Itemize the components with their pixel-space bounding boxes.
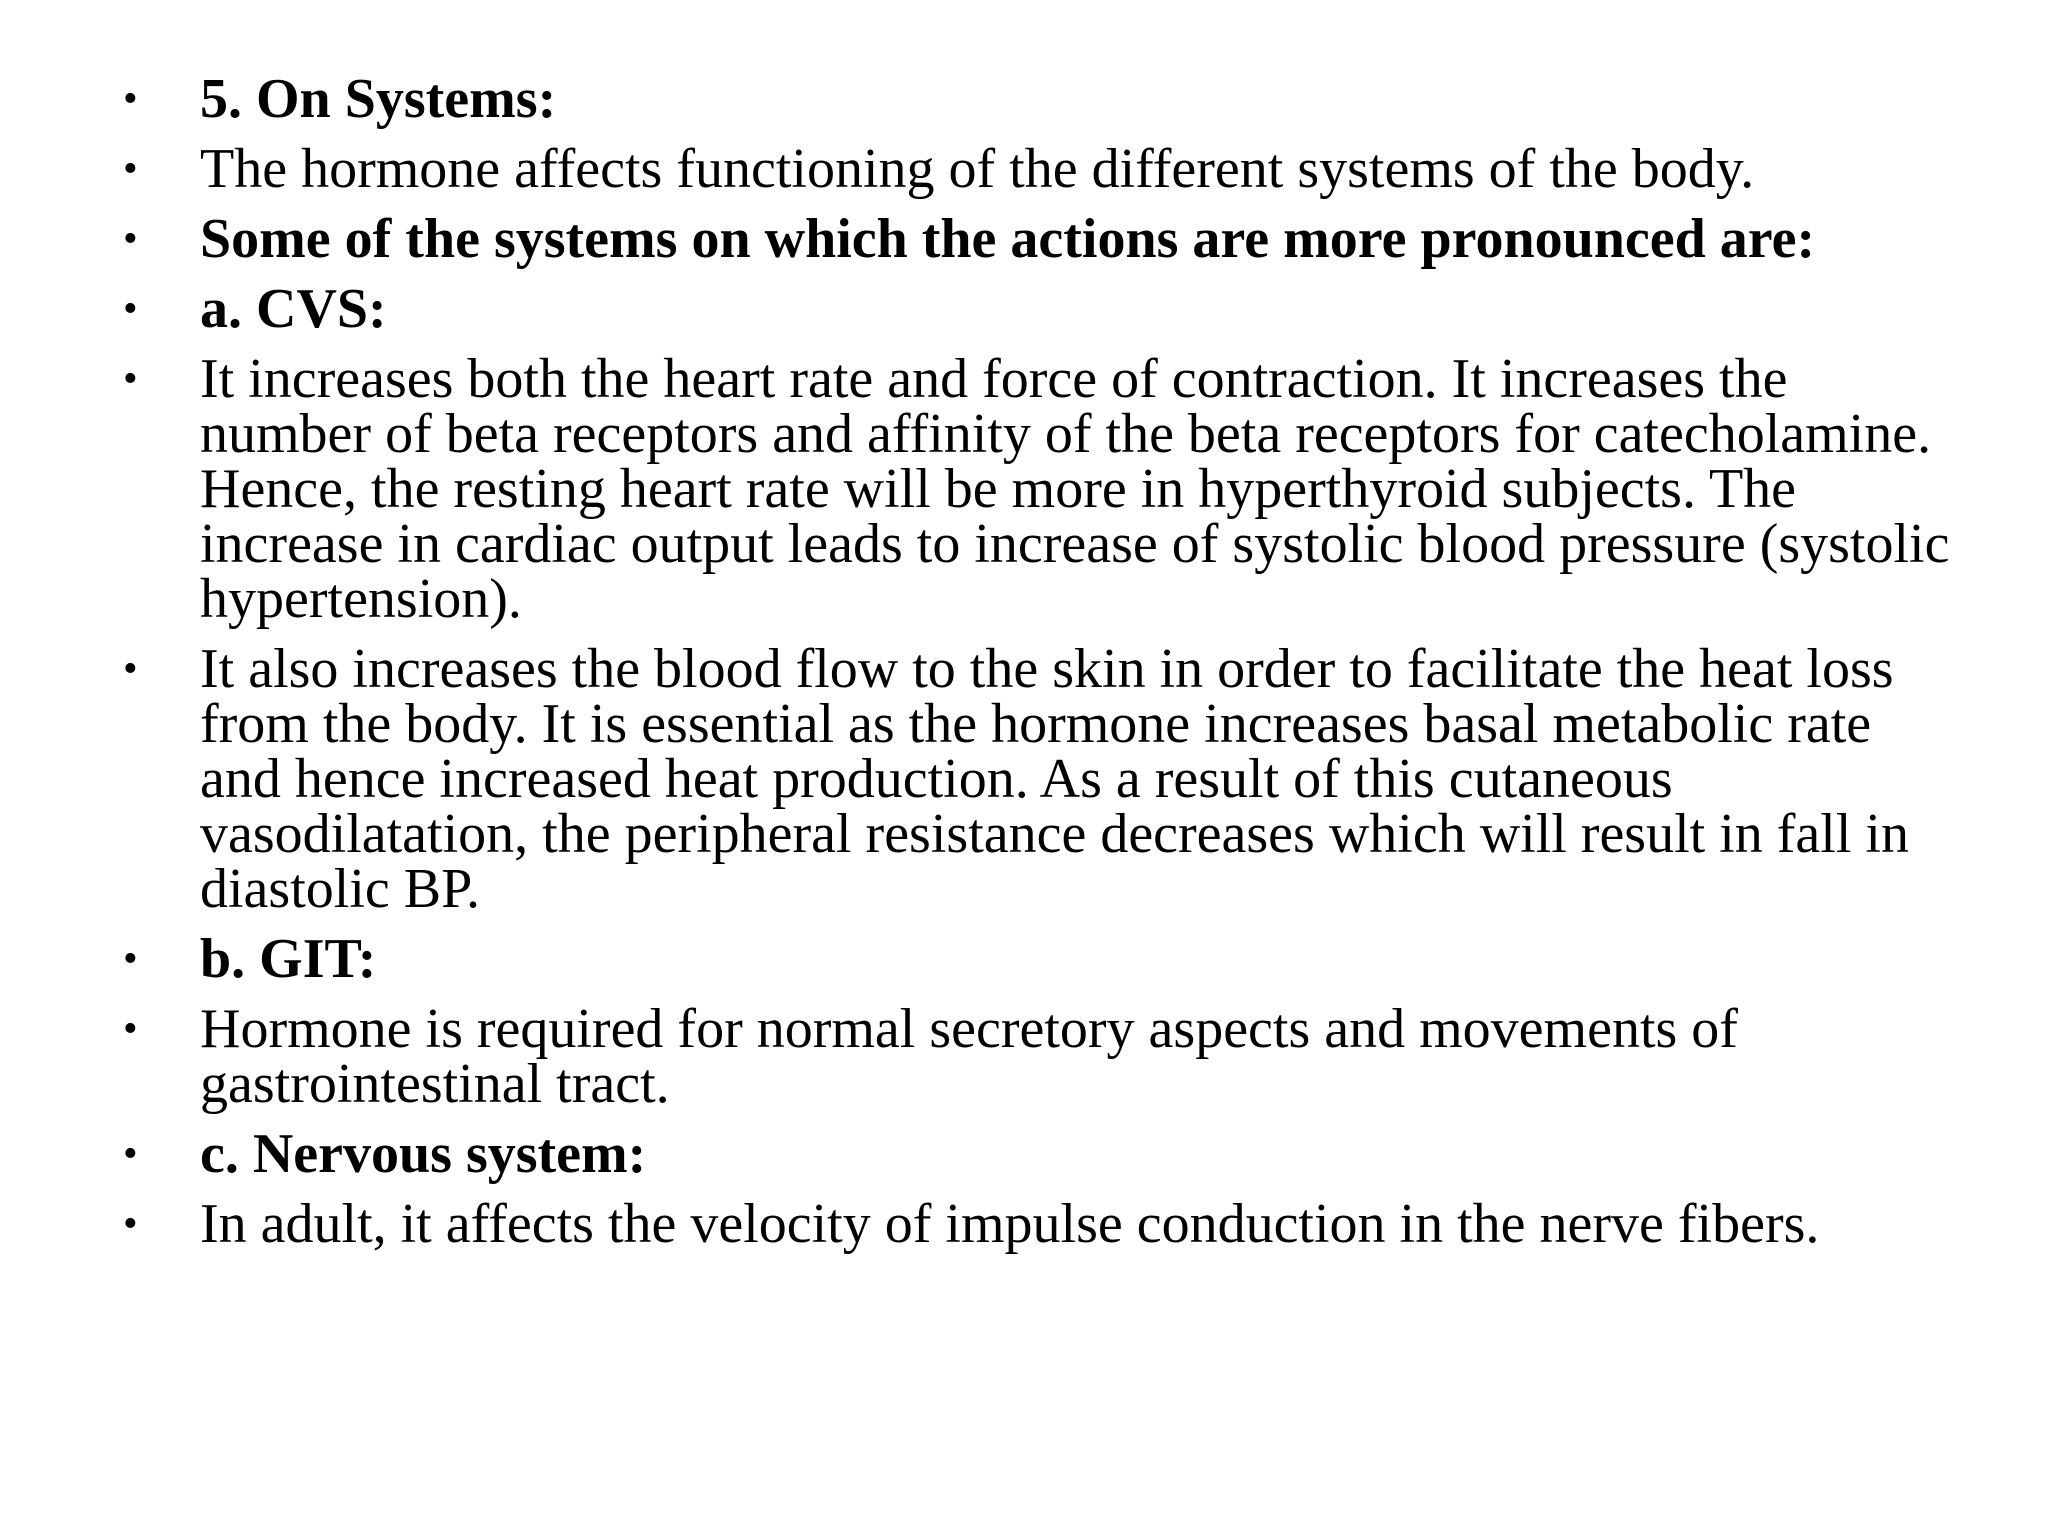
bullet-item <box>123 1193 1960 1255</box>
bullet-icon: • <box>123 216 138 262</box>
bullet-text: a. CVS: <box>200 278 387 340</box>
bullet-icon: • <box>123 936 138 982</box>
bullet-item <box>123 1123 1960 1185</box>
bullet-text: 5. On Systems: <box>200 68 557 130</box>
bullet-icon: • <box>123 286 138 332</box>
bullet-text: Hormone is required for normal secretory aspects and movements of gastrointestinal tract. <box>200 998 1738 1115</box>
bullet-text: It also increases the blood flow to the skin in order to facilitate the heat loss from the body. It is essential as the hormone increases basal metabolic rate and hence increased heat production. As a result of this cutaneous vasodilatation, the peripheral resistance decreases which will result in fall in diastolic BP. <box>200 638 1909 920</box>
bullet-item <box>123 348 1960 630</box>
bullet-list <box>123 68 1960 1267</box>
bullet-text: It increases both the heart rate and force of contraction. It increases the number of beta receptors and affinity of the beta receptors for catecholamine. Hence, the resting heart rate will be more in hyperthyroid subjects. The increase in cardiac output leads to increase of systolic blood pressure (systolic hypertension). <box>200 348 1950 630</box>
bullet-item <box>123 998 1960 1115</box>
bullet-item <box>123 208 1960 270</box>
bullet-icon: • <box>123 1201 138 1247</box>
bullet-item <box>123 68 1960 130</box>
bullet-text: Some of the systems on which the actions are more pronounced are: <box>200 208 1816 270</box>
bullet-icon: • <box>123 146 138 192</box>
bullet-icon: • <box>123 76 138 122</box>
bullet-item <box>123 638 1960 920</box>
bullet-text: The hormone affects functioning of the different systems of the body. <box>200 138 1755 200</box>
bullet-icon: • <box>123 356 138 402</box>
bullet-icon: • <box>123 1131 138 1177</box>
bullet-item <box>123 928 1960 990</box>
bullet-icon: • <box>123 1006 138 1052</box>
bullet-text: c. Nervous system: <box>200 1123 647 1185</box>
bullet-icon: • <box>123 646 138 692</box>
bullet-item <box>123 278 1960 340</box>
bullet-text: b. GIT: <box>200 928 377 990</box>
bullet-item <box>123 138 1960 200</box>
bullet-text: In adult, it affects the velocity of impulse conduction in the nerve fibers. <box>200 1193 1820 1255</box>
